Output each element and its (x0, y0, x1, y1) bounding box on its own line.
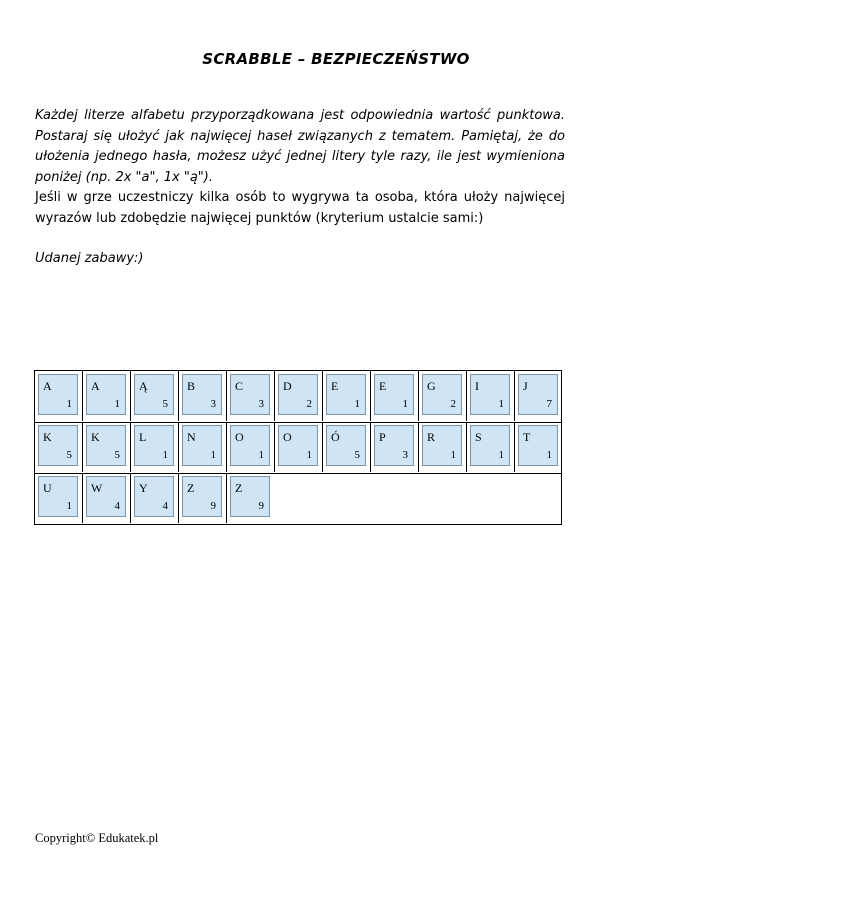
tile-letter: Ą (139, 379, 148, 393)
tile-letter: T (523, 430, 531, 444)
tile-letter: Z (187, 481, 195, 495)
tile-letter: K (91, 430, 100, 444)
tile-cell (83, 422, 131, 472)
tile-letter: Y (139, 481, 148, 495)
tile-value: 1 (66, 398, 72, 410)
instructions-paragraph-rules: Każdej literze alfabetu przyporządkowana jest odpowiednia wartość punktowa. Postaraj się ułożyć jak najwięcej haseł związanych z tematem. Pamiętaj, że do ułożenia jednego hasła, możesz użyć jednej litery tyle razy, ile jest wymieniona poniżej (np. 2x "a", 1x "ą"). (35, 108, 565, 185)
tile-letter: Ó (331, 430, 340, 444)
tile-cell (371, 371, 419, 421)
tile-cell (179, 371, 227, 421)
instructions (35, 106, 565, 270)
letter-tile (38, 425, 78, 466)
letter-tile (230, 374, 270, 415)
tile-cell (323, 422, 371, 472)
tile-row (35, 422, 561, 474)
letter-tile (326, 374, 366, 415)
tile-value: 1 (450, 449, 456, 461)
tile-value: 5 (162, 398, 168, 410)
tile-row (35, 371, 561, 423)
instructions-paragraph-greeting: Udanej zabawy:) (35, 251, 144, 266)
letter-tile (278, 425, 318, 466)
tile-letter: Z (235, 481, 243, 495)
letter-tile (422, 425, 462, 466)
letter-tile (230, 476, 270, 517)
tile-cell (419, 422, 467, 472)
tile-letter: A (91, 379, 100, 393)
letter-tile (422, 374, 462, 415)
tile-value: 1 (162, 449, 168, 461)
copyright-notice: Copyright© Edukatek.pl (35, 831, 159, 845)
letter-tile (518, 374, 558, 415)
tile-cell (515, 422, 563, 472)
tile-letter: G (427, 379, 436, 393)
tile-value: 3 (402, 449, 408, 461)
tile-value: 3 (210, 398, 216, 410)
letter-tile (518, 425, 558, 466)
letter-tile (326, 425, 366, 466)
tile-row (35, 473, 561, 524)
page-title: SCRABBLE – BEZPIECZEŃSTWO (202, 50, 470, 68)
letter-tile (134, 425, 174, 466)
tile-letter: K (43, 430, 52, 444)
tile-letter: O (235, 430, 244, 444)
tile-value: 1 (258, 449, 264, 461)
tile-letter: N (187, 430, 196, 444)
tile-cell (83, 371, 131, 421)
tile-value: 1 (498, 449, 504, 461)
tile-value: 5 (114, 449, 120, 461)
tile-letter: B (187, 379, 196, 393)
tile-value: 1 (114, 398, 120, 410)
tile-cell (227, 371, 275, 421)
tile-cell (35, 473, 83, 523)
tile-cell (467, 371, 515, 421)
letter-tile (38, 374, 78, 415)
tile-value: 4 (162, 500, 168, 512)
tile-cell (227, 473, 275, 523)
tile-value: 3 (258, 398, 264, 410)
tile-cell (371, 422, 419, 472)
tile-letter: U (43, 481, 52, 495)
tile-value: 2 (306, 398, 312, 410)
letter-tile (230, 425, 270, 466)
letter-tile (374, 374, 414, 415)
letter-tile (470, 374, 510, 415)
tile-letter: I (475, 379, 479, 393)
tile-cell (131, 371, 179, 421)
tile-cell (467, 422, 515, 472)
tile-value: 1 (66, 500, 72, 512)
tile-value: 5 (66, 449, 72, 461)
tile-value: 7 (546, 398, 552, 410)
tile-cell (515, 371, 563, 421)
tile-cell (179, 473, 227, 523)
tile-letter: R (427, 430, 436, 444)
letter-tile (278, 374, 318, 415)
letter-tile (86, 425, 126, 466)
letter-tile (182, 425, 222, 466)
tile-letter: C (235, 379, 244, 393)
tile-letter: A (43, 379, 52, 393)
tile-cell (275, 371, 323, 421)
letter-tile (134, 476, 174, 517)
tile-cell (35, 422, 83, 472)
letter-tile (182, 476, 222, 517)
tile-letter: P (379, 430, 386, 444)
tile-letter: W (91, 481, 103, 495)
tile-value: 1 (354, 398, 360, 410)
tile-value: 4 (114, 500, 120, 512)
letter-tile (86, 374, 126, 415)
letter-tile (38, 476, 78, 517)
letter-tile (374, 425, 414, 466)
tile-cell (227, 422, 275, 472)
tile-letter: S (475, 430, 482, 444)
tile-value: 1 (210, 449, 216, 461)
tile-value: 1 (498, 398, 504, 410)
letter-tile (470, 425, 510, 466)
tile-cell (179, 422, 227, 472)
tile-value: 1 (402, 398, 408, 410)
tile-value: 5 (354, 449, 360, 461)
tile-value: 9 (258, 500, 264, 512)
tile-cell (275, 422, 323, 472)
tile-value: 2 (450, 398, 456, 410)
tile-cell (83, 473, 131, 523)
instructions-paragraph-winner: Jeśli w grze uczestniczy kilka osób to wygrywa ta osoba, która ułoży najwięcej wyrazów lub zdobędzie najwięcej punktów (kryterium ustalcie sami:) (35, 190, 565, 226)
tile-cell (323, 371, 371, 421)
tile-letter: D (283, 379, 292, 393)
tile-cell (35, 371, 83, 421)
tile-letter: O (283, 430, 292, 444)
letter-tile (134, 374, 174, 415)
tile-cell (419, 371, 467, 421)
tile-cell (131, 422, 179, 472)
letter-tiles-table (34, 370, 562, 525)
tile-letter: L (139, 430, 147, 444)
spacer (35, 229, 565, 249)
tile-letter: J (523, 379, 528, 393)
tile-value: 1 (546, 449, 552, 461)
letter-tile (86, 476, 126, 517)
tile-value: 1 (306, 449, 312, 461)
tile-cell (131, 473, 179, 523)
tile-letter: E (331, 379, 339, 393)
letter-tile (182, 374, 222, 415)
tile-letter: E (379, 379, 387, 393)
tile-value: 9 (210, 500, 216, 512)
